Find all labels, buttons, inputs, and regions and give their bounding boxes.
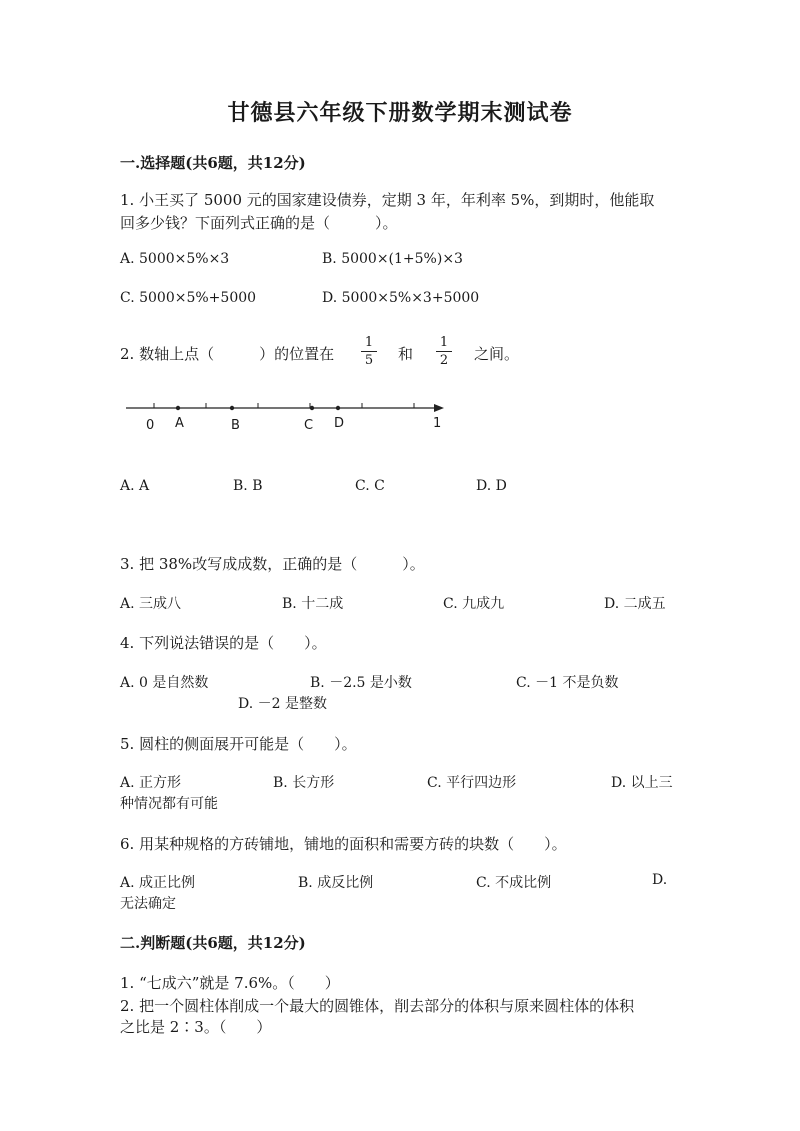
q4-option-b[interactable]: B. －2.5 是小数 <box>310 675 412 691</box>
question-3-text: 3. 把 38%改写成成数，正确的是（ ）。 <box>120 555 425 573</box>
q5-option-d-continued: 种情况都有可能 <box>120 796 218 812</box>
judgment-question-2-line-1: 2. 把一个圆柱体削成一个最大的圆锥体，削去部分的体积与原来圆柱体的体积 <box>120 997 635 1015</box>
q2-option-d[interactable]: D. D <box>476 478 507 494</box>
question-5-text: 5. 圆柱的侧面展开可能是（ ）。 <box>120 735 357 753</box>
number-line-label-a: A <box>175 416 184 431</box>
point-b-dot <box>230 406 234 410</box>
q2-option-a[interactable]: A. A <box>120 478 150 494</box>
q2-option-b[interactable]: B. B <box>233 478 263 494</box>
point-a-dot <box>176 406 180 410</box>
q6-option-d[interactable]: D. <box>652 872 668 888</box>
question-4-text: 4. 下列说法错误的是（ ）。 <box>120 634 327 652</box>
q3-option-d[interactable]: D. 二成五 <box>604 596 666 612</box>
q5-option-d[interactable]: D. 以上三 <box>611 775 673 791</box>
q3-option-c[interactable]: C. 九成九 <box>443 596 505 612</box>
q1-option-d[interactable]: D. 5000×5%×3+5000 <box>322 290 480 306</box>
question-2-text-end: 之间。 <box>474 345 520 363</box>
q4-option-c[interactable]: C. －1 不是负数 <box>516 675 619 691</box>
fraction-one-half <box>436 336 452 367</box>
point-c-dot <box>310 406 314 410</box>
number-line-label-c: C <box>304 418 314 433</box>
q5-option-b[interactable]: B. 长方形 <box>273 775 335 791</box>
q6-option-c[interactable]: C. 不成比例 <box>476 875 552 891</box>
q5-option-a[interactable]: A. 正方形 <box>120 775 182 791</box>
fraction-denominator: 5 <box>364 353 374 368</box>
q6-option-b[interactable]: B. 成反比例 <box>298 875 374 891</box>
number-line-label-0: 0 <box>146 418 155 433</box>
number-line-label-b: B <box>231 418 240 433</box>
fraction-numerator: 1 <box>364 335 374 350</box>
number-line <box>120 398 450 420</box>
number-line-label-1: 1 <box>433 416 442 431</box>
question-1-line-1: 1. 小王买了 5000 元的国家建设债券，定期 3 年，年利率 5%，到期时，他能取 <box>120 191 655 209</box>
point-d-dot <box>336 406 340 410</box>
q6-option-d-continued: 无法确定 <box>120 896 176 912</box>
number-line-label-d: D <box>334 416 345 431</box>
fraction-numerator: 1 <box>439 335 449 350</box>
q3-option-a[interactable]: A. 三成八 <box>120 596 182 612</box>
number-line-arrow <box>434 404 444 412</box>
q1-option-c[interactable]: C. 5000×5%+5000 <box>120 290 257 306</box>
q3-option-b[interactable]: B. 十二成 <box>282 596 344 612</box>
q1-option-a[interactable]: A. 5000×5%×3 <box>120 251 230 267</box>
question-2-text-start: 2. 数轴上点（ ）的位置在 <box>120 345 335 363</box>
q4-option-d[interactable]: D. －2 是整数 <box>238 696 327 712</box>
judgment-question-1: 1. “七成六”就是 7.6%。（ ） <box>120 974 340 992</box>
question-1-line-2: 回多少钱？下面列式正确的是（ ）。 <box>120 214 398 232</box>
q1-option-b[interactable]: B. 5000×(1+5%)×3 <box>322 251 463 267</box>
q2-option-c[interactable]: C. C <box>355 478 385 494</box>
q4-option-a[interactable]: A. 0 是自然数 <box>120 675 209 691</box>
q6-option-a[interactable]: A. 成正比例 <box>120 875 196 891</box>
section-heading-choice: 一.选择题(共6题，共12分) <box>120 154 306 172</box>
question-2-text-and: 和 <box>398 345 414 363</box>
page-title: 甘德县六年级下册数学期末测试卷 <box>227 100 573 126</box>
section-heading-judgment: 二.判断题(共6题，共12分) <box>120 934 306 952</box>
fraction-one-fifth <box>361 336 377 367</box>
fraction-denominator: 2 <box>439 353 449 368</box>
question-6-text: 6. 用某种规格的方砖铺地，铺地的面积和需要方砖的块数（ ）。 <box>120 835 567 853</box>
judgment-question-2-line-2: 之比是 2∶3。（ ） <box>120 1018 272 1036</box>
q5-option-c[interactable]: C. 平行四边形 <box>427 775 517 791</box>
